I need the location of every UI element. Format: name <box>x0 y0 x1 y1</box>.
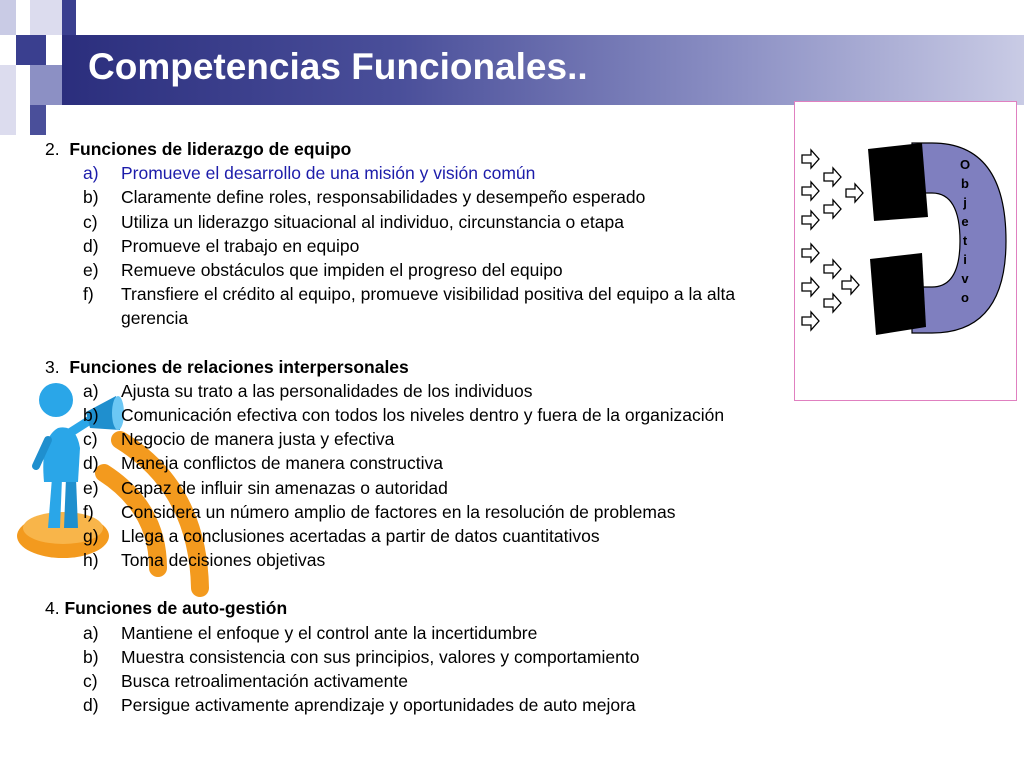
corner-square <box>0 0 16 35</box>
magnet-label-letter: O <box>959 157 971 172</box>
horseshoe-magnet-icon <box>794 101 1016 401</box>
list-item: h) Toma decisiones objetivas <box>83 550 326 571</box>
list-item: d) Persigue activamente aprendizaje y oportunidades de auto mejora <box>83 695 636 716</box>
list-item: e) Capaz de influir sin amenazas o autoridad <box>83 477 448 498</box>
magnet-label-letter: j <box>963 195 967 210</box>
corner-square <box>16 35 46 65</box>
corner-square <box>30 65 62 105</box>
magnet-label-letter: b <box>961 176 969 191</box>
list-item: e) Remueve obstáculos que impiden el progreso del equipo <box>83 260 563 281</box>
magnet-label-letter: o <box>961 290 969 305</box>
magnet-label-letter: i <box>963 252 967 267</box>
corner-square <box>30 0 62 35</box>
list-item: g) Llega a conclusiones acertadas a partir de datos cuantitativos <box>83 526 600 547</box>
list-item: b) Muestra consistencia con sus principios, valores y comportamiento <box>83 646 640 667</box>
corner-square <box>0 65 16 135</box>
corner-square <box>62 0 76 35</box>
list-item: c) Busca retroalimentación activamente <box>83 671 408 692</box>
list-item: c) Negocio de manera justa y efectiva <box>83 429 395 450</box>
list-item: b) Claramente define roles, responsabilidades y desempeño esperado <box>83 187 646 208</box>
section-heading: 4. Funciones de auto-gestión <box>45 598 288 619</box>
list-item: a) Promueve el desarrollo de una misión y visión común <box>83 163 536 184</box>
corner-square <box>30 105 46 135</box>
list-item: a) Mantiene el enfoque y el control ante la incertidumbre <box>83 622 538 643</box>
list-item: d) Maneja conflictos de manera constructiva <box>83 453 443 474</box>
magnet-label-letter: t <box>962 233 968 248</box>
magnet-label-letter: v <box>961 271 969 286</box>
list-item: f) Considera un número amplio de factores en la resolución de problemas <box>83 501 676 522</box>
section-heading: 2. Funciones de liderazgo de equipo <box>45 139 352 159</box>
section-heading: 3. Funciones de relaciones interpersonales <box>45 356 409 377</box>
arrow-right-outline-icon <box>802 150 863 330</box>
list-item: b) Comunicación efectiva con todos los niveles dentro y fuera de la organización <box>83 405 725 426</box>
list-item: a) Ajusta su trato a las personalidades de los individuos <box>83 380 533 401</box>
magnet-label-letter: e <box>961 214 969 229</box>
corner-square <box>16 0 30 35</box>
list-item: c) Utiliza un liderazgo situacional al individuo, circunstancia o etapa <box>83 211 624 232</box>
list-item: f) Transfiere el crédito al equipo, promueve visibilidad positiva del equipo a la alta gerencia <box>83 284 736 329</box>
slide-title: Competencias Funcionales.. <box>88 46 588 87</box>
list-item: d) Promueve el trabajo en equipo <box>83 235 360 256</box>
slide-content <box>45 137 815 717</box>
